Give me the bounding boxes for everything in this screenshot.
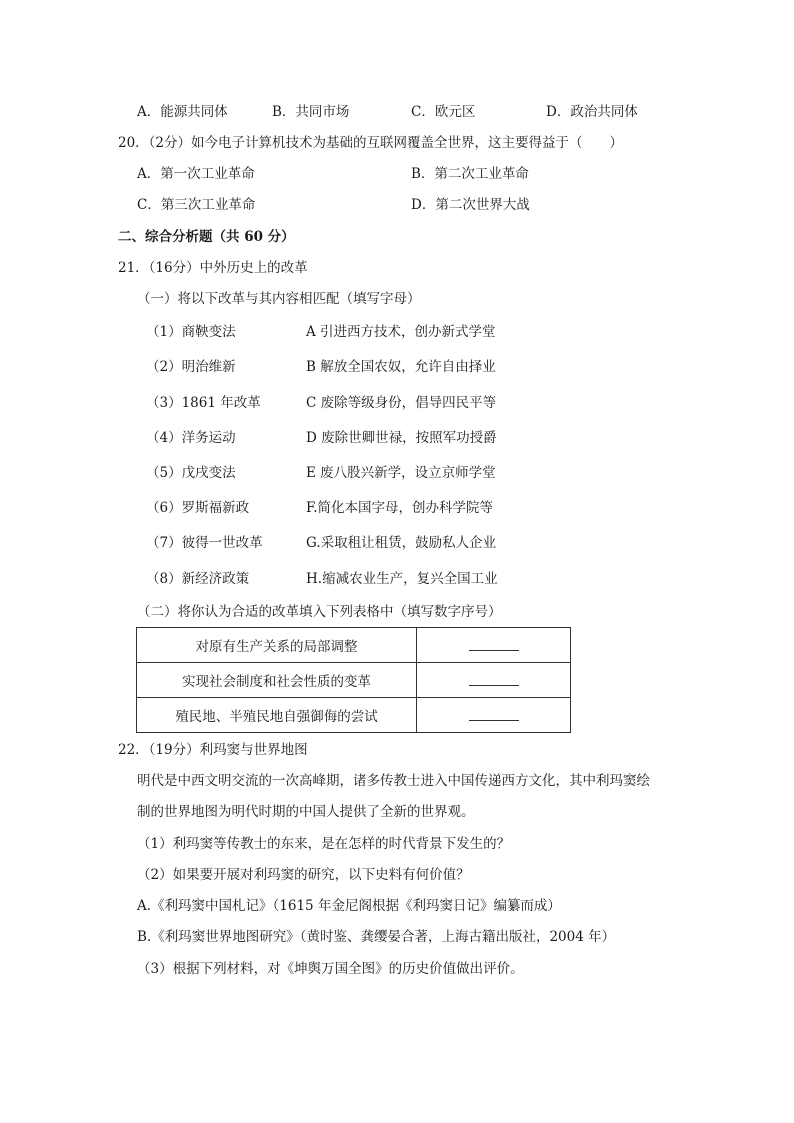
reform-left-2: （2）明治维新 — [146, 359, 236, 375]
table-row — [137, 698, 571, 733]
q19-option-c: C．欧元区 — [411, 104, 476, 120]
table-row — [137, 663, 571, 698]
q22-intro-line-1: 明代是中西文明交流的一次高峰期，诸多传教士进入中国传递西方文化，其中利玛窦绘 — [137, 773, 650, 789]
reform-left-1: （1）商鞅变法 — [146, 324, 236, 340]
q21-part1-instruction: （一）将以下改革与其内容相匹配（填写字母） — [137, 291, 421, 307]
q19-option-b: B．共同市场 — [272, 104, 350, 120]
q20-option-a: A．第一次工业革命 — [137, 166, 255, 182]
reform-right-1: A 引进西方技术，创办新式学堂 — [306, 324, 496, 340]
reform-right-3: C 废除等级身份，倡导四民平等 — [306, 395, 497, 411]
q22-sub-question-3: （3）根据下列材料，对《坤舆万国全图》的历史价值做出评价。 — [137, 961, 524, 977]
reform-left-7: （7）彼得一世改革 — [146, 535, 263, 551]
reform-right-2: B 解放全国农奴，允许自由择业 — [306, 359, 496, 375]
section-2-title: 二、综合分析题（共 60 分） — [118, 229, 295, 245]
q22-sub-question-1: （1）利玛窦等传教士的东来，是在怎样的时代背景下发生的？ — [137, 836, 511, 852]
q22-intro-line-2: 制的世界地图为明代时期的中国人提供了全新的世界观。 — [137, 804, 475, 820]
reform-right-7: G.采取租让租赁，鼓励私人企业 — [306, 535, 497, 551]
reform-right-5: E 废八股兴新学，设立京师学堂 — [306, 465, 496, 481]
q19-option-d: D．政治共同体 — [546, 104, 638, 120]
q20-option-c: C．第三次工业革命 — [137, 197, 256, 213]
table-row-label: 对原有生产关系的局部调整 — [137, 628, 417, 663]
q20-option-b: B．第二次工业革命 — [411, 166, 529, 182]
reform-right-4: D 废除世卿世禄，按照军功授爵 — [306, 430, 497, 446]
q22-stem: 22．（19分）利玛窦与世界地图 — [118, 742, 308, 758]
q20-stem: 20．（2分）如今电子计算机技术为基础的互联网覆盖全世界，这主要得益于（ ） — [118, 135, 624, 151]
q19-option-a: A．能源共同体 — [137, 104, 228, 120]
reform-left-3: （3）1861 年改革 — [146, 395, 261, 411]
answer-blank[interactable] — [417, 698, 571, 733]
reform-left-8: （8）新经济政策 — [146, 571, 250, 587]
reform-left-6: （6）罗斯福新政 — [146, 500, 250, 516]
reform-classification-table — [136, 627, 571, 733]
q22-sub-question-2: （2）如果要开展对利玛窦的研究，以下史料有何价值？ — [137, 867, 470, 883]
q21-part2-instruction: （二）将你认为合适的改革填入下列表格中（填写数字序号） — [137, 604, 502, 620]
table-row-label: 实现社会制度和社会性质的变革 — [137, 663, 417, 698]
table-row — [137, 628, 571, 663]
reform-left-5: （5）戊戌变法 — [146, 465, 236, 481]
q21-stem: 21．（16分）中外历史上的改革 — [118, 260, 308, 276]
q22-source-a: A.《利玛窦中国札记》（1615 年金尼阁根据《利玛窦日记》编纂而成） — [137, 898, 561, 914]
reform-right-8: H.缩减农业生产，复兴全国工业 — [306, 571, 498, 587]
reform-right-6: F.简化本国字母，创办科学院等 — [306, 500, 494, 516]
table-row-label: 殖民地、半殖民地自强御侮的尝试 — [137, 698, 417, 733]
reform-left-4: （4）洋务运动 — [146, 430, 236, 446]
answer-blank[interactable] — [417, 663, 571, 698]
answer-blank[interactable] — [417, 628, 571, 663]
q20-option-d: D．第二次世界大战 — [411, 197, 530, 213]
q22-source-b: B.《利玛窦世界地图研究》（黄时鉴、龚缨晏合著，上海古籍出版社，2004 年） — [137, 929, 616, 945]
